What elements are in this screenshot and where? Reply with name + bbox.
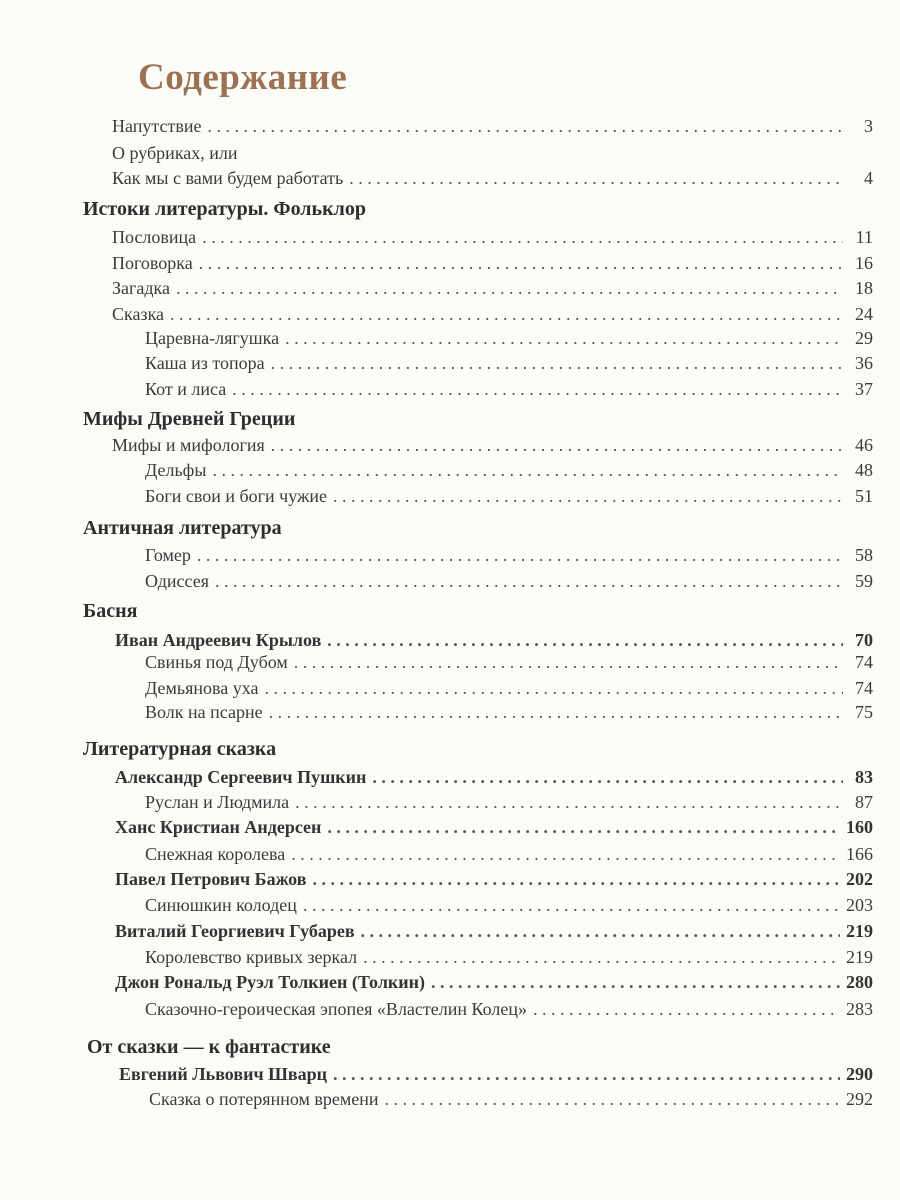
toc-entry bbox=[145, 996, 873, 1020]
entry-title: Александр Сергеевич Пушкин bbox=[115, 767, 367, 787]
page-number: 51 bbox=[855, 486, 873, 506]
entry-title: Ханс Кристиан Андерсен bbox=[115, 817, 322, 837]
toc-entry bbox=[112, 224, 873, 248]
dot-leader bbox=[349, 167, 843, 189]
toc-entry bbox=[112, 250, 873, 274]
dot-leader bbox=[372, 766, 843, 788]
page-number: 219 bbox=[846, 921, 873, 941]
entry-title: Свинья под Дубом bbox=[145, 652, 288, 672]
toc-entry bbox=[149, 1086, 873, 1110]
dot-leader bbox=[199, 252, 843, 274]
page-number: 59 bbox=[855, 571, 873, 591]
entry-title: Сказочно-героическая эпопея «Властелин Колец» bbox=[145, 999, 527, 1019]
dot-leader bbox=[333, 485, 843, 507]
toc-author-entry bbox=[115, 764, 873, 788]
page-number: 70 bbox=[855, 630, 873, 650]
entry-title: Виталий Георгиевич Губарев bbox=[115, 921, 355, 941]
dot-leader bbox=[385, 1088, 840, 1110]
entry-title: Снежная королева bbox=[145, 844, 286, 864]
dot-leader bbox=[212, 459, 843, 481]
toc-entry bbox=[145, 350, 873, 374]
page-number: 29 bbox=[855, 328, 873, 348]
entry-title: Гомер bbox=[145, 545, 191, 565]
entry-title: Загадка bbox=[112, 278, 170, 298]
page-number: 166 bbox=[846, 844, 873, 864]
toc-entry bbox=[145, 699, 873, 723]
page-number: 74 bbox=[855, 678, 873, 698]
entry-title: Дельфы bbox=[145, 460, 207, 480]
section-heading: Истоки литературы. Фольклор bbox=[83, 198, 366, 220]
page-number: 46 bbox=[855, 435, 873, 455]
page-number: 48 bbox=[855, 460, 873, 480]
dot-leader bbox=[327, 816, 840, 838]
toc-author-entry bbox=[119, 1061, 873, 1085]
dot-leader bbox=[294, 651, 843, 673]
page-number: 3 bbox=[864, 116, 873, 136]
page-number: 24 bbox=[855, 304, 873, 324]
entry-title: Евгений Львович Шварц bbox=[119, 1064, 327, 1084]
dot-leader bbox=[361, 920, 840, 942]
page-number: 202 bbox=[846, 869, 873, 889]
entry-title: Павел Петрович Бажов bbox=[115, 869, 307, 889]
entry-title: Кот и лиса bbox=[145, 379, 227, 399]
toc-entry bbox=[145, 457, 873, 481]
page-number: 75 bbox=[855, 702, 873, 722]
toc-entry bbox=[145, 789, 873, 813]
entry-title: Иван Андреевич Крылов bbox=[115, 630, 322, 650]
toc-entry bbox=[145, 649, 873, 673]
entry-title: Поговорка bbox=[112, 253, 193, 273]
section-heading: Мифы Древней Греции bbox=[83, 408, 296, 430]
dot-leader bbox=[533, 998, 840, 1020]
page-number: 290 bbox=[846, 1064, 873, 1084]
toc-author-entry bbox=[115, 918, 873, 942]
toc-entry bbox=[112, 301, 873, 325]
toc-entry bbox=[145, 892, 873, 916]
section-heading: Литературная сказка bbox=[83, 738, 277, 760]
entry-title: Как мы с вами будем работать bbox=[112, 168, 344, 188]
page-number: 74 bbox=[855, 652, 873, 672]
page-number: 36 bbox=[855, 353, 873, 373]
toc-author-entry bbox=[115, 866, 873, 890]
dot-leader bbox=[295, 791, 843, 813]
page-number: 280 bbox=[846, 972, 873, 992]
page-number: 18 bbox=[855, 278, 873, 298]
dot-leader bbox=[303, 894, 840, 916]
entry-title: Сказка о потерянном времени bbox=[149, 1089, 379, 1109]
section-heading: От сказки — к фантастике bbox=[87, 1036, 331, 1058]
page-number: 11 bbox=[855, 227, 873, 247]
entry-title: Боги свои и боги чужие bbox=[145, 486, 328, 506]
page-number: 203 bbox=[846, 895, 873, 915]
entry-title: Руслан и Людмила bbox=[145, 792, 290, 812]
toc-entry bbox=[145, 841, 873, 865]
dot-leader bbox=[197, 544, 843, 566]
dot-leader bbox=[291, 843, 840, 865]
page-number: 160 bbox=[846, 817, 873, 837]
toc-entry bbox=[145, 483, 873, 507]
toc-entry bbox=[145, 675, 873, 699]
entry-title: Напутствие bbox=[112, 116, 202, 136]
entry-title: Синюшкин колодец bbox=[145, 895, 297, 915]
page-number: 83 bbox=[855, 767, 873, 787]
section-heading: Басня bbox=[83, 600, 138, 622]
dot-leader bbox=[232, 378, 843, 400]
page-number: 16 bbox=[855, 253, 873, 273]
toc-entry bbox=[145, 542, 873, 566]
page-title: Содержание bbox=[138, 57, 348, 98]
dot-leader bbox=[202, 226, 843, 248]
toc-entry bbox=[112, 275, 873, 299]
toc-entry bbox=[112, 113, 873, 137]
entry-title: Мифы и мифология bbox=[112, 435, 265, 455]
dot-leader bbox=[271, 352, 843, 374]
toc-author-entry bbox=[115, 814, 873, 838]
page-number: 219 bbox=[846, 947, 873, 967]
toc-entry bbox=[112, 165, 873, 189]
dot-leader bbox=[170, 303, 843, 325]
dot-leader bbox=[207, 115, 843, 137]
dot-leader bbox=[312, 868, 840, 890]
dot-leader bbox=[333, 1063, 840, 1085]
entry-title: Королевство кривых зеркал bbox=[145, 947, 358, 967]
entry-title: Одиссея bbox=[145, 571, 210, 591]
dot-leader bbox=[269, 701, 843, 723]
dot-leader bbox=[363, 946, 840, 968]
toc-author-entry bbox=[115, 969, 873, 993]
dot-leader bbox=[327, 629, 843, 651]
entry-title: Волк на псарне bbox=[145, 702, 263, 722]
dot-leader bbox=[431, 971, 840, 993]
dot-leader bbox=[176, 277, 843, 299]
page-number: 87 bbox=[855, 792, 873, 812]
toc-entry bbox=[145, 376, 873, 400]
entry-title: Сказка bbox=[112, 304, 165, 324]
page-number: 283 bbox=[846, 999, 873, 1019]
dot-leader bbox=[215, 570, 843, 592]
page-number: 37 bbox=[855, 379, 873, 399]
section-heading: Античная литература bbox=[83, 517, 282, 539]
page-number: 4 bbox=[864, 168, 873, 188]
page-number: 292 bbox=[846, 1089, 873, 1109]
toc-entry bbox=[145, 944, 873, 968]
toc-entry bbox=[112, 140, 873, 164]
entry-title: Джон Рональд Руэл Толкиен (Толкин) bbox=[115, 972, 426, 992]
entry-title: Каша из топора bbox=[145, 353, 265, 373]
dot-leader bbox=[285, 327, 843, 349]
entry-title: Пословица bbox=[112, 227, 197, 247]
dot-leader bbox=[271, 434, 843, 456]
entry-title: О рубриках, или bbox=[112, 143, 238, 163]
toc-entry bbox=[145, 568, 873, 592]
toc-entry bbox=[112, 432, 873, 456]
page-number: 58 bbox=[855, 545, 873, 565]
toc-entry bbox=[145, 325, 873, 349]
dot-leader bbox=[265, 677, 843, 699]
entry-title: Демьянова уха bbox=[145, 678, 259, 698]
entry-title: Царевна-лягушка bbox=[145, 328, 280, 348]
toc-author-entry bbox=[115, 627, 873, 651]
